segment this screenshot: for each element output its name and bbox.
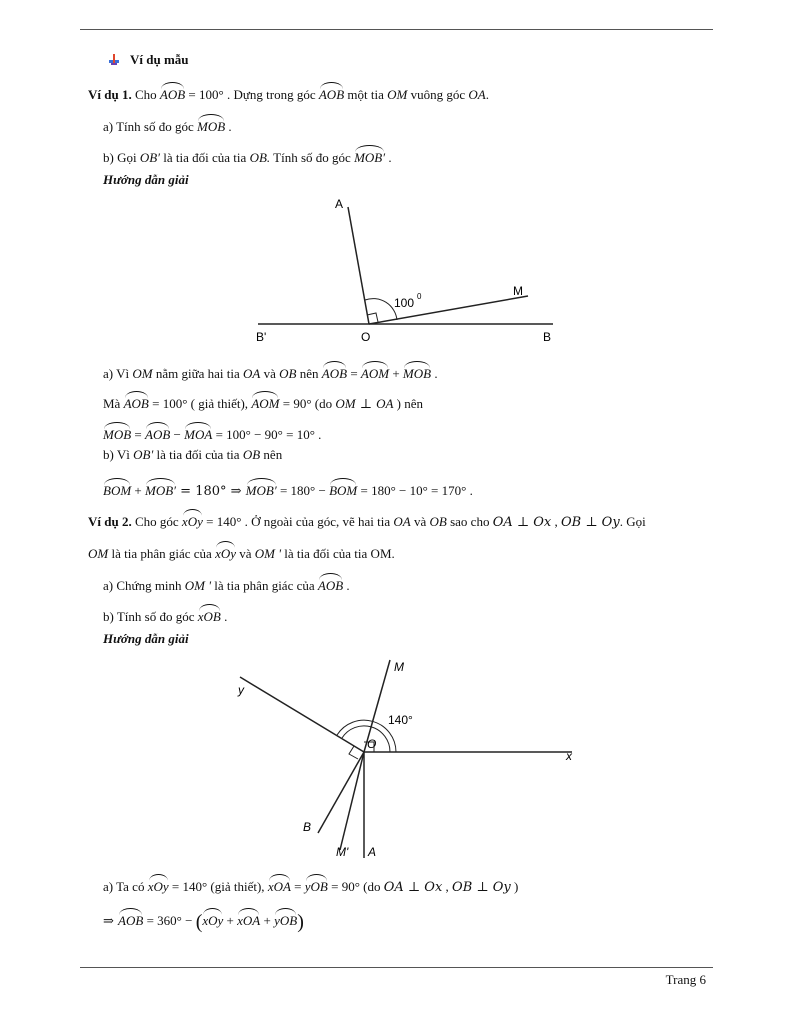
svg-text:B: B: [543, 330, 552, 344]
svg-text:M: M: [394, 660, 404, 674]
ex1-solution-a1: a) Vì OM nằm giữa hai tia OA và OB nên AOB = AOM + MOB .: [103, 361, 438, 383]
ex2-question-a: a) Chứng minh OM ' là tia phân giác của AOB .: [103, 573, 350, 595]
section-title: Ví dụ mẫu: [130, 52, 189, 67]
ex1-question-a: a) Tính số đo góc MOB .: [103, 114, 232, 136]
ex1-solution-a2: Mà AOB = 100° ( giả thiết), AOM = 90° (do OM ⊥ OA ) nên: [103, 391, 423, 414]
svg-text:B': B': [256, 330, 267, 344]
svg-text:y: y: [238, 683, 244, 697]
ex2-solution-a2: ⇒ AOB = 360° − (xOy + xOA + yOB): [103, 908, 304, 931]
svg-text:140°: 140°: [388, 713, 413, 727]
ex1-solution-a3: MOB = AOB − MOA = 100° − 90° = 10° .: [103, 422, 321, 444]
ex2-guide-heading: Hướng dẫn giải: [103, 631, 189, 646]
svg-text:M: M: [513, 284, 523, 298]
svg-text:M': M': [336, 845, 349, 859]
svg-text:O: O: [367, 737, 377, 751]
ex1-solution-b2: BOM + MOB′ = 180° ⇒ MOB′ = 180° − BOM = 180° − 10° = 170° .: [103, 478, 473, 501]
svg-text:O: O: [361, 330, 371, 344]
ex2-question-b: b) Tính số đo góc xOB .: [103, 604, 227, 626]
ex2-solution-a1: a) Ta có xOy = 140° (giả thiết), xOA = yOB = 90° (do OA ⊥ Ox , OB ⊥ Oy ): [103, 874, 518, 897]
svg-text:A: A: [368, 845, 377, 859]
ex2-statement-2: OM là tia phân giác của xOy và OM ' là tia đối của tia OM.: [88, 541, 395, 563]
ex1-solution-b1: b) Vì OB′ là tia đối của tia OB nên: [103, 447, 283, 462]
svg-text:100: 100: [394, 296, 415, 310]
svg-text:0: 0: [417, 292, 422, 301]
bottom-rule: [80, 967, 713, 968]
svg-text:B: B: [303, 820, 312, 834]
ex1-guide-heading: Hướng dẫn giải: [103, 172, 189, 187]
ex2-statement-1: Ví dụ 2. Cho góc xOy = 140° . Ở ngoài của góc, vẽ hai tia OA và OB sao cho OA ⊥ Ox , OB ⊥ Oy. Gọi: [88, 509, 646, 532]
page-number: Trang 6: [665, 972, 706, 987]
ex1-statement: Ví dụ 1. Cho AOB = 100° . Dựng trong góc AOB một tia OM vuông góc OA.: [88, 82, 489, 104]
svg-text:A: A: [335, 197, 344, 211]
svg-text:x: x: [566, 749, 572, 763]
ex1-question-b: b) Gọi OB′ là tia đối của tia OB. Tính số đo góc MOB′ .: [103, 145, 392, 167]
